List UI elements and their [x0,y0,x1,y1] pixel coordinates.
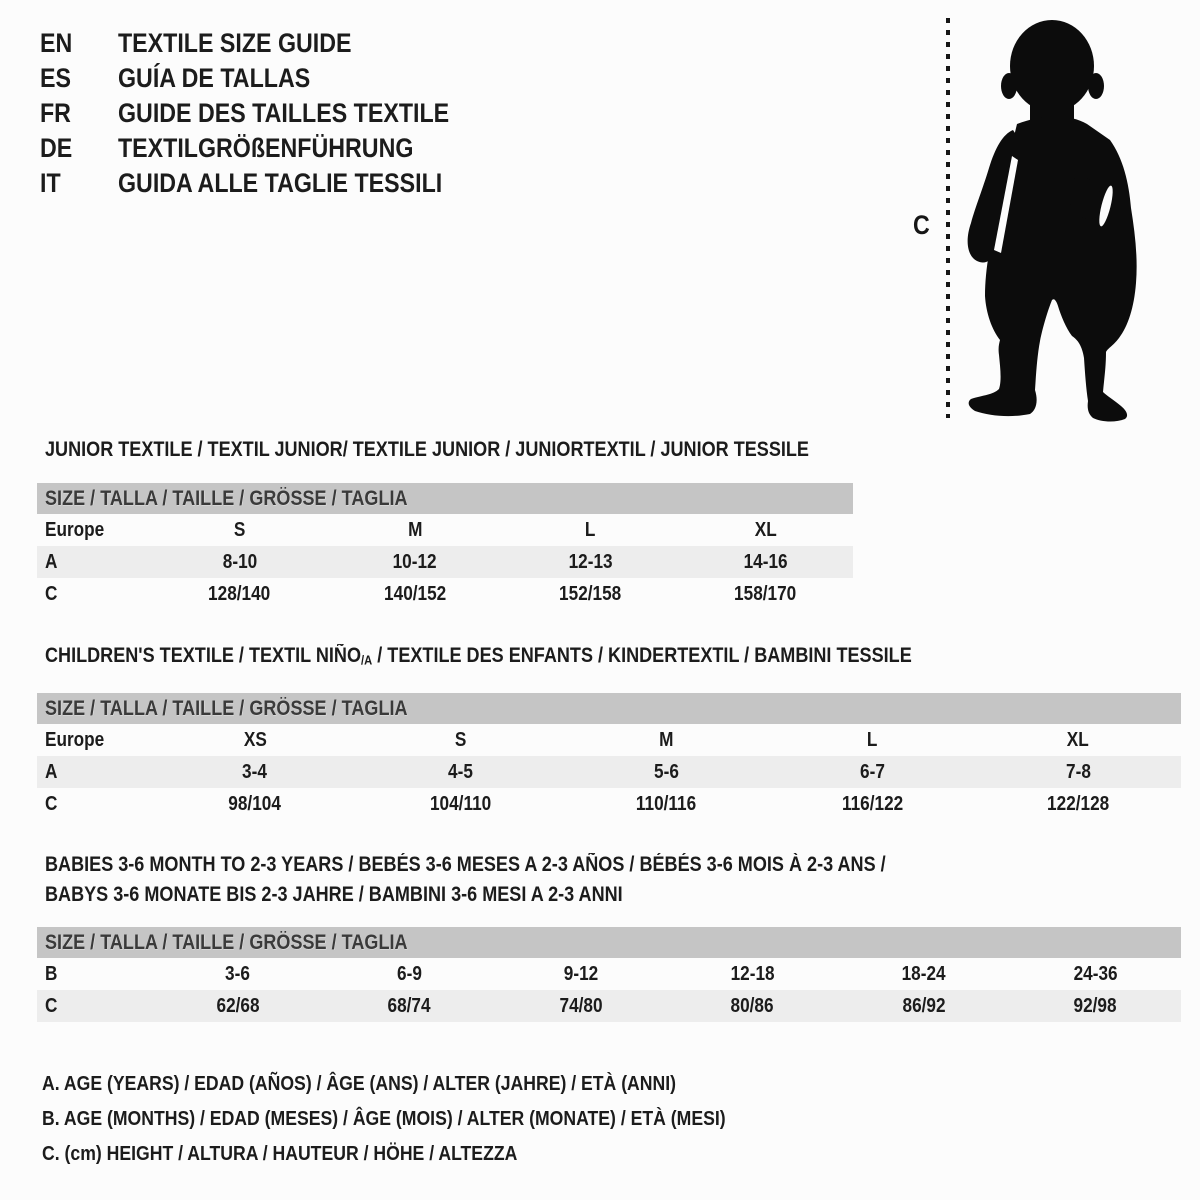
table-cell: S [233,519,246,541]
row-label: Europe [45,729,105,752]
table-cell: 24-36 [1073,963,1118,985]
table-cell: 74/80 [559,995,603,1017]
language-header [40,26,503,201]
table-cell: 8-10 [222,551,257,573]
babies-title-line2: BABYS 3-6 MONATE BIS 2-3 JAHRE / BAMBINI 3-6 MESI A 2-3 ANNI [45,883,623,906]
title-subscript: /A [361,652,373,668]
row-label: C [45,995,58,1017]
children-table [37,724,1181,820]
language-title: TEXTILGRÖßENFÜHRUNG [118,133,414,163]
legend [42,1066,837,1171]
language-row [40,131,503,166]
table-row [37,724,1181,756]
table-cell: 80/86 [730,995,774,1017]
babies-section-title [37,850,1181,910]
table-cell: 9-12 [563,963,598,985]
legend-line-a: A. AGE (YEARS) / EDAD (AÑOS) / ÂGE (ANS) / ALTER (JAHRE) / ETÀ (ANNI) [42,1072,677,1095]
language-code: DE [40,133,73,163]
row-label: A [45,761,58,784]
table-cell: 7-8 [1065,761,1091,784]
babies-section [37,850,1181,1022]
table-row [37,514,853,546]
table-cell: 10-12 [392,551,437,573]
table-cell: 92/98 [1073,995,1117,1017]
size-header-bar: SIZE / TALLA / TAILLE / GRÖSSE / TAGLIA [37,483,853,514]
table-cell: M [659,729,674,752]
table-cell: 68/74 [387,995,431,1017]
table-cell: 4-5 [448,761,474,784]
table-cell: 86/92 [902,995,946,1017]
table-row [37,788,1181,820]
table-cell: 14-16 [743,551,788,573]
table-cell: 3-4 [242,761,268,784]
baby-silhouette-figure [900,10,1160,440]
table-cell: 140/152 [383,583,446,605]
junior-section-title: JUNIOR TEXTILE / TEXTIL JUNIOR/ TEXTILE JUNIOR / JUNIORTEXTIL / JUNIOR TESSILE [45,438,809,461]
table-cell: XS [243,729,267,752]
row-label: C [45,583,58,605]
children-section-title: CHILDREN'S TEXTILE / TEXTIL NIÑO/A / TEXTILE DES ENFANTS / KINDERTEXTIL / BAMBINI TESSILE [45,644,912,668]
table-cell: 98/104 [228,793,282,816]
table-cell: 18-24 [901,963,946,985]
language-title: GUIDA ALLE TAGLIE TESSILI [118,168,443,198]
language-row [40,61,503,96]
language-code: EN [40,28,73,58]
table-cell: 110/116 [636,793,697,816]
table-row [37,756,1181,788]
table-cell: 6-9 [396,963,422,985]
table-cell: 62/68 [216,995,260,1017]
language-code: IT [40,168,61,198]
babies-table [37,958,1181,1022]
table-cell: L [584,519,596,541]
language-row [40,96,503,131]
table-cell: 12-13 [568,551,613,573]
table-cell: M [407,519,423,541]
table-cell: 5-6 [654,761,679,784]
children-section [37,644,1181,820]
language-row [40,166,503,201]
language-title: TEXTILE SIZE GUIDE [118,28,352,58]
language-title: GUÍA DE TALLAS [118,63,311,93]
table-cell: XL [1067,729,1090,752]
table-row [37,546,853,578]
table-cell: 6-7 [859,761,885,784]
junior-section [37,438,853,610]
size-header-bar: SIZE / TALLA / TAILLE / GRÖSSE / TAGLIA [37,927,1181,958]
baby-silhouette [968,20,1137,422]
legend-line-c: C. (cm) HEIGHT / ALTURA / HAUTEUR / HÖHE / ALTEZZA [42,1142,518,1165]
table-cell: 116/122 [841,793,903,816]
table-row [37,990,1181,1022]
table-cell: 3-6 [225,963,251,985]
row-label: C [45,793,58,816]
table-cell: 12-18 [730,963,775,985]
size-header-bar: SIZE / TALLA / TAILLE / GRÖSSE / TAGLIA [37,693,1181,724]
table-cell: 128/140 [208,583,271,605]
junior-table [37,514,853,610]
table-cell: S [454,729,467,752]
table-row [37,578,853,610]
babies-title-line1: BABIES 3-6 MONTH TO 2-3 YEARS / BEBÉS 3-6 MESES A 2-3 AÑOS / BÉBÉS 3-6 MOIS À 2-3 ANS / [45,853,886,876]
language-code: ES [40,63,71,93]
height-label-c: C [913,210,930,240]
table-cell: L [867,729,878,752]
table-cell: 152/158 [559,583,622,605]
language-title: GUIDE DES TAILLES TEXTILE [118,98,450,128]
table-cell: 158/170 [734,583,797,605]
row-label: B [45,963,58,985]
row-label: A [45,551,58,573]
table-cell: 104/110 [430,793,492,816]
row-label: Europe [45,519,105,541]
language-row [40,26,503,61]
legend-line-b: B. AGE (MONTHS) / EDAD (MESES) / ÂGE (MOIS) / ALTER (MONATE) / ETÀ (MESI) [42,1107,726,1130]
language-code: FR [40,98,71,128]
table-cell: 122/128 [1046,793,1110,816]
table-cell: XL [754,519,777,541]
table-row [37,958,1181,990]
